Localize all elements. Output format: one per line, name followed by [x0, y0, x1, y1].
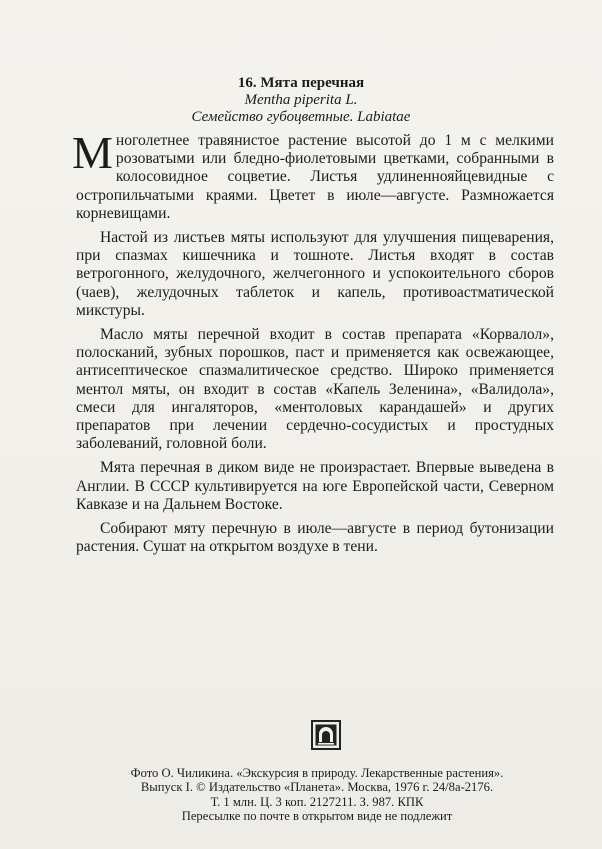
paragraph-5: Собирают мяту перечную в июле—августе в период бутонизации растения. Сушат на открытом воздухе в тени.: [76, 520, 554, 556]
imprint-line-1: Фото О. Чиликина. «Экскурсия в природу. Лекарственные растения».: [130, 766, 504, 780]
paragraph-1-text: ноголетнее травянистое растение высотой до 1 м с мелкими розоватыми или бледно-фиолетовыми цветками, собранными в колосовидное соцветие. Листья удлиненнояйцевидные с остропильчатыми краями. Цветет в июле—августе. Размножается корневищами.: [76, 132, 554, 222]
description-text: [72, 127, 554, 562]
paragraph-2: Настой из листьев мяты используют для улучшения пищеварения, при спазмах кишечника и тошноте. Листья входят в состав ветрогонного, желудочного, желчегонного и успокоительного сборов (чаев), желудочных таблеток и капель, противоастматической микстуры.: [76, 229, 554, 319]
header: [0, 74, 602, 126]
paragraph-4: Мята перечная в диком виде не произрастает. Впервые выведена в Англии. В СССР культивируется на юге Европейской части, Северном Кавказе и на Дальнем Востоке.: [76, 459, 554, 513]
publisher-logo-icon: [311, 720, 341, 750]
imprint-line-3: Т. 1 млн. Ц. 3 коп. 2127211. З. 987. КПК: [210, 794, 424, 809]
imprint: [74, 766, 560, 824]
page-title: 16. Мята перечная: [237, 75, 365, 91]
drop-cap: М: [72, 127, 113, 178]
latin-name: Mentha piperita L.: [244, 92, 358, 108]
paragraph-3: Масло мяты перечной входит в состав препарата «Корвалол», полосканий, зубных порошков, паст и применяется как освежающее, антисептическое спазмалитическое средство. Широко применяется ментол мяты, он входит в состав «Капель Зеленина», «Валидола», смеси для ингаляторов, «ментоловых карандашей» и других препаратов при лечении сердечно-сосудистых и простудных заболеваний, головной боли.: [76, 326, 554, 453]
paragraph-1: [72, 127, 554, 223]
imprint-line-4: Пересылке по почте в открытом виде не подлежит: [181, 809, 453, 824]
imprint-line-2: Выпуск I. © Издательство «Планета». Москва, 1976 г. 24/8а-2176.: [140, 780, 494, 795]
plant-family: Семейство губоцветные. Labiatae: [191, 109, 411, 125]
